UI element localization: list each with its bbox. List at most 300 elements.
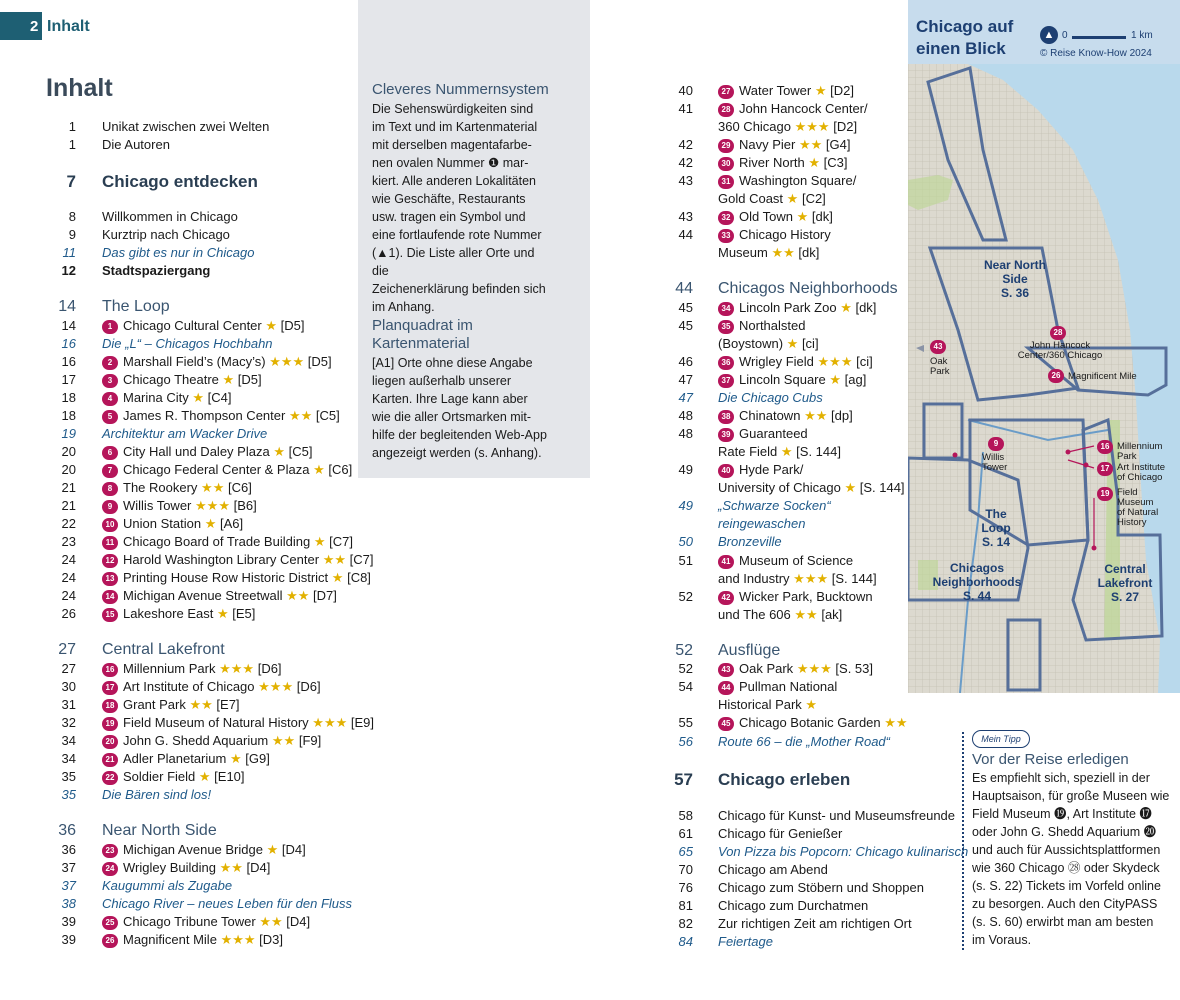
toc-entry-title: Wrigley Field xyxy=(739,354,814,369)
toc-page-number: 38 xyxy=(61,896,76,911)
rating-stars: ★★★ xyxy=(794,119,830,134)
toc-entry-title: Ausflüge xyxy=(718,642,781,659)
text-line: Die Sehenswürdigkeiten sind xyxy=(372,102,534,116)
toc-page-number: 45 xyxy=(678,318,693,333)
toc-page-number: 43 xyxy=(678,209,693,224)
grid-reference: [F9] xyxy=(298,733,322,748)
toc-entry-title: Michigan Avenue Bridge xyxy=(123,842,263,857)
toc-entry-title: Das gibt es nur in Chicago xyxy=(102,245,255,260)
toc-entry-title: Soldier Field xyxy=(123,769,196,784)
toc-entry-text xyxy=(718,317,805,335)
sight-number-marker: 6 xyxy=(102,446,118,460)
toc-entry-text xyxy=(718,100,868,118)
toc-entry-text xyxy=(718,154,848,172)
toc-entry-title: Historical Park xyxy=(718,697,802,712)
map-poi-magmile: Magnificent Mile xyxy=(1068,371,1137,382)
toc-entry-title: Art Institute of Chicago xyxy=(123,679,255,694)
grid-reference: [G9] xyxy=(245,751,270,766)
grid-reference: [ci] xyxy=(801,336,819,351)
rating-stars: ★★ xyxy=(259,914,283,929)
toc-page-number: 81 xyxy=(678,898,693,913)
toc-entry-text xyxy=(102,533,353,551)
toc-entry-text xyxy=(102,317,304,335)
sight-number-marker: 30 xyxy=(718,157,734,171)
text-line: kiert. Alle anderen Lokalitäten xyxy=(372,174,536,188)
rating-stars: ★ xyxy=(216,606,229,621)
toc-entry-title: Chicago History xyxy=(739,227,831,242)
rating-stars: ★★ xyxy=(189,697,213,712)
toc-entry-text xyxy=(102,859,270,877)
rating-stars: ★ xyxy=(313,462,325,477)
toc-entry-title: Die Chicago Cubs xyxy=(718,390,823,405)
rating-stars: ★★★ xyxy=(220,932,256,947)
map-copyright: © Reise Know-How 2024 xyxy=(1040,48,1152,59)
toc-page-number: 43 xyxy=(678,173,693,188)
toc-entry-text xyxy=(102,226,230,244)
toc-entry-text xyxy=(102,913,310,931)
toc-entry-title: and Industry xyxy=(718,571,790,586)
sight-number-marker: 2 xyxy=(102,356,118,370)
rating-stars: ★ xyxy=(204,516,217,531)
toc-entry-title: Chicagos Neighborhoods xyxy=(718,280,898,297)
toc-entry-title: Lincoln Square xyxy=(739,372,826,387)
toc-page-number: 24 xyxy=(61,588,76,603)
map-marker: 26 xyxy=(1048,369,1064,383)
text-line: Zeichenerklärung befinden sich xyxy=(372,282,546,296)
toc-entry-title: Gold Coast xyxy=(718,191,784,206)
map-poi-line: of Natural xyxy=(1117,507,1159,518)
rating-stars: ★★★ xyxy=(258,679,294,694)
toc-entry-text xyxy=(102,515,243,533)
toc-entry-text xyxy=(718,515,805,533)
rating-stars: ★ xyxy=(786,336,799,351)
map-poi-willis xyxy=(982,453,1007,473)
tipp-text xyxy=(972,769,1172,949)
map-label-lakefront xyxy=(1090,562,1160,604)
map-poi-art-institute xyxy=(1117,463,1165,483)
sight-number-marker: 36 xyxy=(718,356,734,370)
info-text-numbering xyxy=(372,100,547,316)
toc-page-number: 49 xyxy=(678,498,693,513)
toc-entry-text xyxy=(102,841,306,859)
scale-bar xyxy=(1072,36,1126,39)
toc-entry-text xyxy=(718,843,968,861)
grid-reference: [D6] xyxy=(296,679,321,694)
toc-entry-text xyxy=(718,861,828,879)
text-line: zu besorgen. Auch den CityPASS xyxy=(972,897,1158,911)
toc-page-number: 20 xyxy=(61,444,76,459)
sight-number-marker: 32 xyxy=(718,211,734,225)
toc-page-number: 24 xyxy=(61,570,76,585)
toc-entry-title: Bronzeville xyxy=(718,534,782,549)
toc-page-number: 37 xyxy=(61,878,76,893)
toc-entry-text xyxy=(102,425,267,443)
toc-page-number: 47 xyxy=(678,372,693,387)
toc-page-number: 20 xyxy=(61,462,76,477)
text-line: im Text und im Kartenmaterial xyxy=(372,120,538,134)
grid-reference: [E5] xyxy=(232,606,256,621)
toc-entry-text xyxy=(102,244,254,262)
grid-reference: [C6] xyxy=(227,480,252,495)
rating-stars: ★ xyxy=(229,751,242,766)
rating-stars: ★★ xyxy=(322,552,346,567)
map-title-line2: einen Blick xyxy=(916,39,1006,58)
toc-page-number: 23 xyxy=(61,534,76,549)
sight-number-marker: 28 xyxy=(718,103,734,117)
toc-entry-text xyxy=(718,443,841,461)
toc-entry-text xyxy=(718,118,857,136)
toc-entry-text xyxy=(102,298,170,316)
sight-number-marker: 14 xyxy=(102,590,118,604)
sight-number-marker: 45 xyxy=(718,717,734,731)
toc-entry-title: Die „L“ – Chicagos Hochbahn xyxy=(102,336,273,351)
toc-page-number: 18 xyxy=(61,408,76,423)
sight-number-marker: 35 xyxy=(718,320,734,334)
toc-entry-title: und The 606 xyxy=(718,607,791,622)
sight-number-marker: 3 xyxy=(102,374,118,388)
toc-entry-title: University of Chicago xyxy=(718,480,841,495)
toc-page-number: 76 xyxy=(678,880,693,895)
rating-stars: ★★★ xyxy=(219,661,255,676)
toc-page-number: 65 xyxy=(678,844,693,859)
toc-entry-text xyxy=(718,570,877,588)
toc-entry-text xyxy=(102,931,283,949)
rating-stars: ★ xyxy=(805,697,818,712)
text-line: [A1] Orte ohne diese Angabe xyxy=(372,356,533,370)
toc-page-number: 46 xyxy=(678,354,693,369)
page-number: 2 xyxy=(30,18,39,35)
map-label-loop xyxy=(968,507,1024,549)
toc-page-number: 14 xyxy=(61,318,76,333)
grid-reference: [B6] xyxy=(233,498,257,513)
toc-entry-text xyxy=(102,389,232,407)
map-poi-oakpark xyxy=(930,357,950,377)
toc-entry-title: Chicago erleben xyxy=(718,770,851,789)
grid-reference: [C4] xyxy=(207,390,232,405)
toc-entry-text xyxy=(718,353,873,371)
text-line: Karten. Ihre Lage kann aber xyxy=(372,392,528,406)
grid-reference: [dp] xyxy=(831,408,853,423)
toc-page-number: 54 xyxy=(678,679,693,694)
text-line: usw. tragen ein Symbol und xyxy=(372,210,526,224)
map-marker: 43 xyxy=(930,340,946,354)
toc-entry-title: The Rookery xyxy=(123,480,198,495)
rating-stars: ★★★ xyxy=(817,354,853,369)
toc-entry-title: The Loop xyxy=(102,298,170,315)
toc-entry-text xyxy=(102,750,270,768)
rating-stars: ★★ xyxy=(271,733,296,748)
rating-stars: ★ xyxy=(192,390,205,405)
map-label-line: The xyxy=(985,507,1007,521)
sight-number-marker: 4 xyxy=(102,392,118,406)
sight-number-marker: 26 xyxy=(102,934,118,948)
toc-entry-text xyxy=(718,678,837,696)
sight-number-marker: 41 xyxy=(718,555,734,569)
toc-entry-text xyxy=(718,588,873,606)
grid-reference: [G4] xyxy=(825,137,851,152)
toc-entry-text xyxy=(718,915,912,933)
toc-entry-text xyxy=(102,569,371,587)
sight-number-marker: 34 xyxy=(718,302,734,316)
grid-reference: [D5] xyxy=(307,354,332,369)
toc-page-number: 47 xyxy=(678,390,693,405)
toc-entry-title: Chicago Botanic Garden xyxy=(739,715,881,730)
sight-number-marker: 24 xyxy=(102,862,118,876)
text-line: (s. S. 22) Tickets im Vorfeld online xyxy=(972,879,1161,893)
rating-stars: ★ xyxy=(840,300,852,315)
toc-page-number: 44 xyxy=(675,280,693,297)
toc-entry-text xyxy=(102,732,321,750)
toc-page-number: 36 xyxy=(61,842,76,857)
rating-stars: ★★★ xyxy=(793,571,829,586)
toc-entry-text xyxy=(718,897,868,915)
sight-number-marker: 12 xyxy=(102,554,118,568)
map-label-line: Loop xyxy=(981,521,1011,535)
rating-stars: ★★ xyxy=(798,137,823,152)
toc-entry-title: Chicago für Genießer xyxy=(718,826,843,841)
rating-stars: ★ xyxy=(829,372,842,387)
rating-stars: ★ xyxy=(808,155,821,170)
toc-entry-text xyxy=(718,190,826,208)
sight-number-marker: 7 xyxy=(102,464,118,478)
toc-entry-title: Chicago Cultural Center xyxy=(123,318,262,333)
toc-page-number: 16 xyxy=(61,354,76,369)
toc-entry-text xyxy=(102,208,238,226)
map-poi-line: Tower xyxy=(982,462,1008,473)
map-poi-line: History xyxy=(1117,517,1147,528)
rating-stars: ★ xyxy=(265,318,278,333)
toc-page-number: 49 xyxy=(678,462,693,477)
sight-number-marker: 31 xyxy=(718,175,734,189)
grid-reference: [C6] xyxy=(328,462,353,477)
toc-page-number: 22 xyxy=(61,516,76,531)
toc-entry-title: „Schwarze Socken“ xyxy=(718,498,831,513)
toc-entry-title: Chicago Federal Center & Plaza xyxy=(123,462,310,477)
toc-page-number: 19 xyxy=(61,426,76,441)
toc-entry-text xyxy=(718,136,851,154)
rating-stars: ★★ xyxy=(219,860,243,875)
toc-entry-title: Union Station xyxy=(123,516,202,531)
map-marker: 28 xyxy=(1050,326,1066,340)
grid-reference: [S. 53] xyxy=(835,661,873,676)
toc-entry-title: Zur richtigen Zeit am richtigen Ort xyxy=(718,916,912,931)
toc-page-number: 39 xyxy=(61,914,76,929)
text-line: angezeigt werden (s. Anhang). xyxy=(372,446,542,460)
toc-entry-title: Harold Washington Library Center xyxy=(123,552,320,567)
sight-number-marker: 27 xyxy=(718,85,734,99)
toc-page-number: 70 xyxy=(678,862,693,877)
rating-stars: ★ xyxy=(198,769,211,784)
toc-entry-title: Kaugummi als Zugabe xyxy=(102,878,233,893)
toc-entry-text xyxy=(718,82,854,100)
toc-entry-text xyxy=(102,497,257,515)
sight-number-marker: 39 xyxy=(718,428,734,442)
toc-entry-title: (Boystown) xyxy=(718,336,784,351)
toc-entry-title: Northalsted xyxy=(739,318,806,333)
grid-reference: [C5] xyxy=(315,408,340,423)
toc-entry-text xyxy=(102,660,282,678)
text-line: im Anhang. xyxy=(372,300,435,314)
toc-entry-text xyxy=(718,606,842,624)
text-line: oder John G. Shedd Aquarium ⓴ xyxy=(972,825,1157,839)
map-label-neighborhoods xyxy=(922,561,1032,603)
toc-entry-title: Adler Planetarium xyxy=(123,751,227,766)
grid-reference: [S. 144] xyxy=(831,571,877,586)
toc-entry-text xyxy=(102,335,273,353)
map-poi-line: John Hancock xyxy=(1029,340,1091,351)
toc-entry-title: Chicago am Abend xyxy=(718,862,828,877)
sight-number-marker: 8 xyxy=(102,482,118,496)
toc-entry-title: Field Museum of Natural History xyxy=(123,715,309,730)
sight-number-marker: 11 xyxy=(102,536,118,550)
rating-stars: ★ xyxy=(273,444,285,459)
map-marker: 9 xyxy=(988,437,1004,451)
toc-entry-title: Stadtspaziergang xyxy=(102,263,211,278)
grid-reference: [D4] xyxy=(246,860,271,875)
toc-page-number: 42 xyxy=(678,155,693,170)
map-poi-millennium xyxy=(1117,442,1162,462)
info-heading-numbering: Cleveres Nummernsystem xyxy=(372,81,549,98)
grid-reference: [D2] xyxy=(830,83,854,98)
toc-entry-text xyxy=(718,552,853,570)
toc-page-number: 52 xyxy=(675,642,693,659)
sight-number-marker: 10 xyxy=(102,518,118,532)
map-label-line: S. 36 xyxy=(1000,286,1030,300)
toc-page-number: 56 xyxy=(678,734,693,749)
sight-number-marker: 20 xyxy=(102,735,118,749)
toc-entry-title: Chicago River – neues Leben für den Fluss xyxy=(102,896,353,911)
toc-entry-title: Wicker Park, Bucktown xyxy=(739,589,873,604)
toc-page-number: 55 xyxy=(678,715,693,730)
toc-entry-text xyxy=(718,244,819,262)
text-line: und auch für Aussichtsplattformen xyxy=(972,843,1161,857)
toc-entry-text xyxy=(102,895,352,913)
rating-stars: ★★★ xyxy=(796,661,832,676)
sight-number-marker: 1 xyxy=(102,320,118,334)
sight-number-marker: 15 xyxy=(102,608,118,622)
toc-entry-text xyxy=(718,172,856,190)
grid-reference: [E10] xyxy=(214,769,245,784)
toc-entry-title: Old Town xyxy=(739,209,793,224)
toc-page-number: 34 xyxy=(61,751,76,766)
map-poi-line: Park xyxy=(930,366,950,377)
toc-entry-text xyxy=(718,807,955,825)
toc-entry-text xyxy=(102,262,210,280)
toc-entry-title: Lincoln Park Zoo xyxy=(739,300,837,315)
sight-number-marker: 21 xyxy=(102,753,118,767)
rating-stars: ★★★ xyxy=(195,498,230,513)
text-line: Field Museum ⓳, Art Institute ⓱ xyxy=(972,807,1152,821)
rating-stars: ★★★ xyxy=(312,715,348,730)
info-heading-grid-line1: Planquadrat im xyxy=(372,317,473,334)
toc-page-number: 45 xyxy=(678,300,693,315)
toc-entry-text xyxy=(718,389,823,407)
toc-entry-text xyxy=(102,353,332,371)
toc-entry-title: Chicago zum Stöbern und Shoppen xyxy=(718,880,924,895)
toc-page-number: 8 xyxy=(68,209,76,224)
info-text-grid xyxy=(372,354,547,462)
toc-entry-title: Chicago Tribune Tower xyxy=(123,914,256,929)
toc-entry-text xyxy=(718,335,819,353)
toc-entry-title: Guaranteed xyxy=(739,426,808,441)
toc-entry-title: Marina City xyxy=(123,390,189,405)
toc-entry-text xyxy=(102,136,170,154)
rating-stars: ★★ xyxy=(884,715,908,730)
rating-stars: ★ xyxy=(222,372,235,387)
toc-entry-text xyxy=(718,696,817,714)
toc-entry-title: Chinatown xyxy=(739,408,801,423)
info-heading-grid-line2: Kartenmaterial xyxy=(372,335,470,352)
toc-entry-title: Rate Field xyxy=(718,444,778,459)
grid-reference: [dk] xyxy=(811,209,833,224)
toc-page-number: 50 xyxy=(678,534,693,549)
toc-entry-title: City Hall und Daley Plaza xyxy=(123,444,270,459)
toc-entry-text xyxy=(102,768,245,786)
toc-entry-title: Lakeshore East xyxy=(123,606,214,621)
grid-reference: [A6] xyxy=(219,516,244,531)
sight-number-marker: 23 xyxy=(102,844,118,858)
toc-page-number: 58 xyxy=(678,808,693,823)
toc-page-number: 34 xyxy=(61,733,76,748)
sight-number-marker: 13 xyxy=(102,572,118,586)
toc-entry-title: Route 66 – die „Mother Road“ xyxy=(718,734,890,749)
sight-number-marker: 17 xyxy=(102,681,118,695)
toc-entry-title: Architektur am Wacker Drive xyxy=(102,426,268,441)
map-title xyxy=(916,16,1013,60)
toc-entry-text xyxy=(718,660,873,678)
toc-entry-title: Die Autoren xyxy=(102,137,170,152)
toc-entry-title: Chicago entdecken xyxy=(102,172,258,191)
rating-stars: ★★ xyxy=(288,408,313,423)
map-poi-line: Oak xyxy=(930,356,948,367)
toc-page-number: 21 xyxy=(61,498,76,513)
toc-page-number: 16 xyxy=(61,336,76,351)
map-label-line: S. 14 xyxy=(981,535,1011,549)
sight-number-marker: 42 xyxy=(718,591,734,605)
toc-entry-text xyxy=(718,407,853,425)
sight-number-marker: 5 xyxy=(102,410,118,424)
text-line: eine fortlaufende rote Nummer xyxy=(372,228,542,242)
map-label-line: Neighborhoods xyxy=(932,575,1022,589)
toc-entry-text xyxy=(102,696,240,714)
rating-stars: ★ xyxy=(780,444,793,459)
toc-page-number: 26 xyxy=(61,606,76,621)
grid-reference: [D4] xyxy=(281,842,306,857)
toc-entry-title: Museum of Science xyxy=(739,553,854,568)
toc-entry-text xyxy=(102,641,225,659)
toc-entry-text xyxy=(718,461,803,479)
toc-entry-text xyxy=(718,825,842,843)
toc-page-number: 35 xyxy=(61,769,76,784)
toc-page-number: 11 xyxy=(62,245,76,260)
map-marker: 17 xyxy=(1097,462,1113,476)
grid-reference: [D2] xyxy=(833,119,858,134)
text-line: wie Geschäfte, Restaurants xyxy=(372,192,526,206)
toc-page-number: 52 xyxy=(678,589,693,604)
toc-page-number: 27 xyxy=(58,641,76,658)
sight-number-marker: 43 xyxy=(718,663,734,677)
map-label-line: S. 44 xyxy=(962,589,992,603)
text-line: nen ovalen Nummer ❶ mar- xyxy=(372,156,529,170)
toc-page-number: 7 xyxy=(66,172,76,191)
map-label-line: Lakefront xyxy=(1097,576,1153,590)
toc-page-number: 44 xyxy=(678,227,693,242)
toc-entry-text xyxy=(102,551,373,569)
grid-reference: [ci] xyxy=(856,354,873,369)
toc-page-number: 1 xyxy=(68,119,76,134)
grid-reference: [E7] xyxy=(216,697,240,712)
toc-entry-title: Hyde Park/ xyxy=(739,462,804,477)
